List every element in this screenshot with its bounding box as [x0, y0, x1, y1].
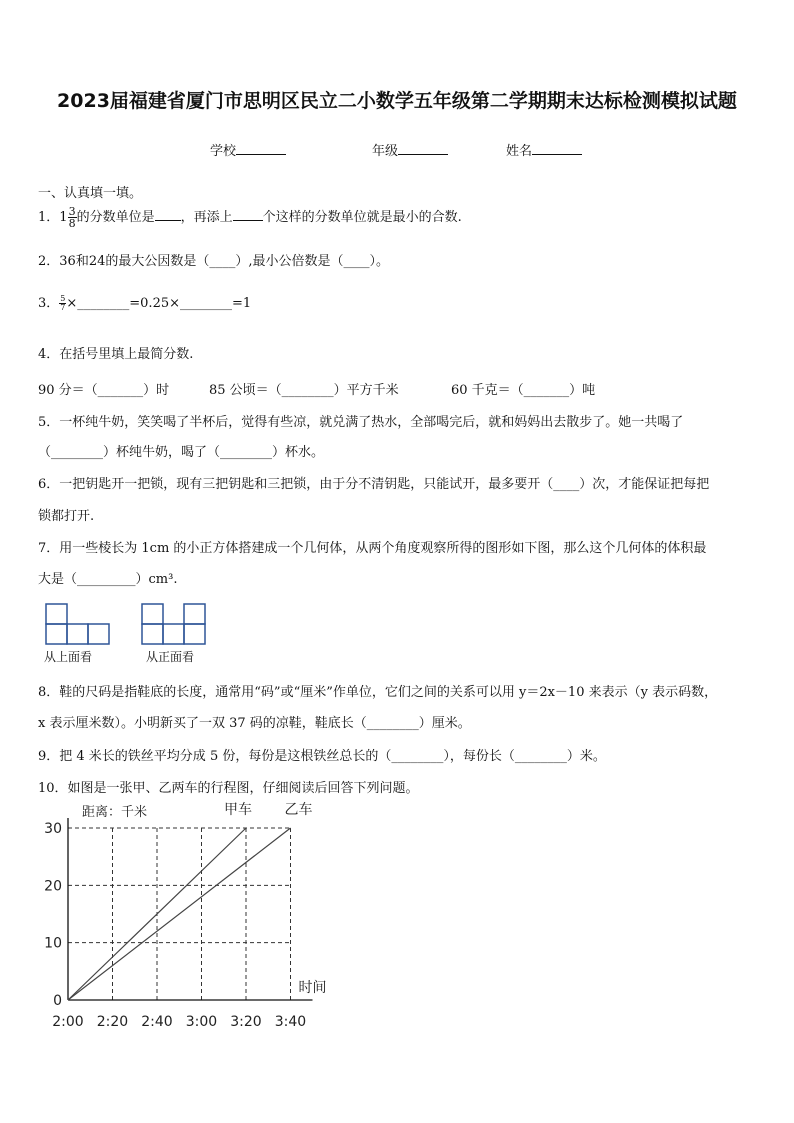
- q1-number: 1．: [38, 210, 60, 225]
- chart-series: [68, 828, 291, 1000]
- q1-text-a: 的分数单位是: [76, 210, 155, 225]
- question-6-line-1: 6．一把钥匙开一把锁，现有三把钥匙和三把锁，由于分不清钥匙，只能试开，最多要开（____）次，才能保证把每把: [38, 477, 710, 492]
- exam-title: 2023届福建省厦门市思明区民立二小数学五年级第二学期期末达标检测模拟试题: [57, 90, 737, 112]
- question-4: 4．在括号里填上最简分数.: [38, 347, 194, 362]
- question-7-line-1: 7．用一些棱长为 1cm 的小正方体搭建成一个几何体，从两个角度观察所得的图形如下图，那么这个几何体的体积最: [38, 541, 707, 556]
- school-field: [210, 140, 286, 159]
- q3-frac-num: 5: [60, 294, 66, 303]
- question-1: [38, 206, 462, 229]
- q4-item-c: 60 千克＝（_______）吨: [451, 383, 596, 398]
- chart-labels: [82, 802, 327, 996]
- front-view-caption: 从正面看: [146, 650, 195, 664]
- question-10: 10．如图是一张甲、乙两车的行程图，仔细阅读后回答下列问题。: [38, 781, 419, 796]
- name-label: 姓名: [506, 144, 533, 159]
- q4-item-a: 90 分＝（_______）时: [38, 383, 170, 398]
- question-9: 9．把 4 米长的铁丝平均分成 5 份，每份是这根铁丝总长的（________），每份长（________）米。: [38, 749, 606, 764]
- series-name-label: 乙车: [284, 802, 313, 818]
- name-blank[interactable]: [532, 140, 582, 155]
- q1-blank-2[interactable]: [233, 206, 263, 221]
- school-label: 学校: [210, 144, 237, 159]
- q3-number: 3．: [38, 296, 60, 311]
- x-tick-label: 3:20: [230, 1014, 262, 1030]
- q1-whole: 1: [59, 210, 68, 225]
- series-line: [68, 828, 291, 1000]
- y-tick-label: 20: [44, 878, 62, 895]
- q1-fraction: [68, 206, 77, 229]
- name-field: [506, 140, 582, 159]
- question-8-line-2: x 表示厘米数）。小明新买了一双 37 码的凉鞋，鞋底长（________）厘米。: [38, 716, 471, 731]
- question-8-line-1: 8．鞋的尺码是指鞋底的长度，通常用“码”或“厘米”作单位，它们之间的关系可以用 y＝2x－10 来表示（y 表示码数，: [38, 685, 718, 700]
- chart-ticks: [44, 821, 306, 1030]
- top-view-caption: 从上面看: [44, 650, 93, 664]
- x-axis-label: 时间: [298, 980, 327, 996]
- front-view-figure: [138, 602, 208, 646]
- q1-frac-den: 8: [68, 217, 76, 230]
- q3-frac-den: 7: [60, 303, 66, 312]
- x-tick-label: 2:40: [141, 1014, 173, 1030]
- x-tick-label: 3:40: [274, 1014, 307, 1030]
- question-7-line-2: 大是（_________）cm³.: [38, 572, 178, 587]
- q1-blank-1[interactable]: [155, 206, 181, 221]
- q1-text-b: ，再添上: [180, 210, 233, 225]
- section-heading: 一、认真填一填。: [38, 186, 143, 201]
- question-5-line-1: 5．一杯纯牛奶，笑笑喝了半杯后，觉得有些凉，就兑满了热水，全部喝完后，就和妈妈出去散步了。她一共喝了: [38, 415, 684, 430]
- travel-chart: [30, 800, 350, 1040]
- y-axis-label: 距离：千米: [82, 805, 148, 820]
- series-line: [68, 828, 246, 1000]
- chart-axes: [68, 818, 313, 1000]
- grade-field: [372, 140, 448, 159]
- x-tick-label: 3:00: [185, 1014, 218, 1030]
- question-6-line-2: 锁都打开.: [38, 509, 95, 524]
- question-2: 2．36和24的最大公因数是（____）,最小公倍数是（____）。: [38, 254, 389, 269]
- x-tick-label: 2:00: [52, 1014, 84, 1030]
- q1-text-c: 个这样的分数单位就是最小的合数.: [262, 210, 462, 225]
- y-tick-label: 10: [44, 935, 62, 952]
- grade-blank[interactable]: [398, 140, 448, 155]
- q3-text: ×________=0.25×________=1: [66, 296, 252, 311]
- y-tick-label: 0: [53, 993, 62, 1009]
- y-tick-label: 30: [44, 821, 62, 837]
- q4-item-b: 85 公顷＝（________）平方千米: [209, 383, 399, 398]
- grade-label: 年级: [372, 144, 399, 159]
- series-name-label: 甲车: [224, 802, 252, 818]
- top-view-figure: [42, 602, 112, 646]
- school-blank[interactable]: [236, 140, 286, 155]
- question-5-line-2: （________）杯纯牛奶，喝了（________）杯水。: [38, 445, 325, 460]
- q1-frac-num: 3: [68, 205, 76, 218]
- question-3: [38, 292, 251, 312]
- x-tick-label: 2:20: [96, 1014, 129, 1030]
